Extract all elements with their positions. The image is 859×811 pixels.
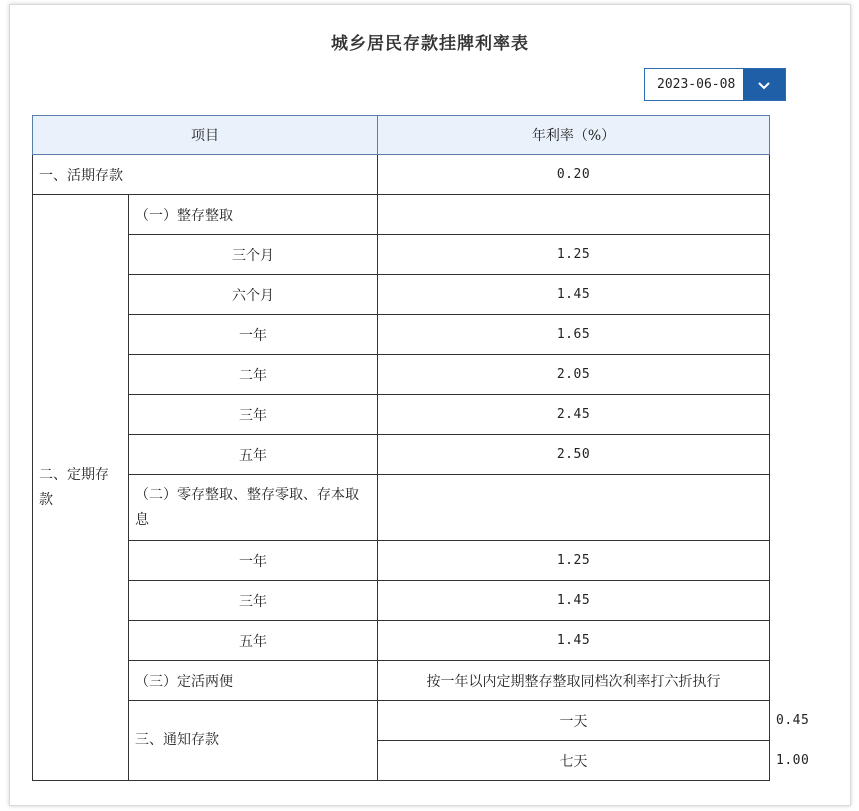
- table-row: [33, 661, 770, 701]
- installment-rate-empty: [378, 475, 770, 541]
- rate-cell: 1.25: [378, 541, 770, 581]
- rate-cell: 2.50: [378, 435, 770, 475]
- page-title: 城乡居民存款挂牌利率表: [331, 34, 529, 54]
- rate-cell: 2.05: [378, 355, 770, 395]
- rate-cell: 1.65: [378, 315, 770, 355]
- table-row: [33, 155, 770, 195]
- fixed-label: 二、定期存款: [33, 195, 129, 781]
- table-row: [33, 475, 770, 541]
- date-select[interactable]: [644, 68, 786, 101]
- table-row: [33, 541, 770, 581]
- term-cell: 七天: [378, 741, 770, 781]
- demand-rate: 0.20: [378, 155, 770, 195]
- rate-cell: 1.25: [378, 235, 770, 275]
- table-row: [33, 195, 770, 235]
- rate-cell: 1.45: [378, 581, 770, 621]
- notice-label: 三、通知存款: [129, 701, 378, 781]
- demand-label: 一、活期存款: [33, 155, 378, 195]
- table-row: [33, 701, 770, 741]
- header-item: 项目: [33, 116, 378, 155]
- term-cell: 一天: [378, 701, 770, 741]
- date-dropdown-button[interactable]: [743, 69, 785, 100]
- table-row: [33, 621, 770, 661]
- lump-sum-rate-empty: [378, 195, 770, 235]
- term-cell: 五年: [129, 621, 378, 661]
- table-row: [33, 355, 770, 395]
- flexible-rate: 按一年以内定期整存整取同档次利率打六折执行: [378, 661, 770, 701]
- table-row: [33, 275, 770, 315]
- table-row: [33, 235, 770, 275]
- table-row: [33, 581, 770, 621]
- rate-cell: 2.45: [378, 395, 770, 435]
- term-cell: 一年: [129, 315, 378, 355]
- table-row: [33, 315, 770, 355]
- term-cell: 三年: [129, 395, 378, 435]
- installment-label: （二）零存整取、整存零取、存本取息: [129, 475, 378, 541]
- lump-sum-label: （一）整存整取: [129, 195, 378, 235]
- term-cell: 五年: [129, 435, 378, 475]
- term-cell: 三年: [129, 581, 378, 621]
- term-cell: 三个月: [129, 235, 378, 275]
- date-value: 2023-06-08: [657, 77, 736, 92]
- term-cell: 二年: [129, 355, 378, 395]
- rate-cell: 1.45: [378, 621, 770, 661]
- table-row: [33, 435, 770, 475]
- chevron-down-icon: [757, 80, 771, 90]
- term-cell: 六个月: [129, 275, 378, 315]
- table-row: [33, 395, 770, 435]
- term-cell: 一年: [129, 541, 378, 581]
- flexible-label: （三）定活两便: [129, 661, 378, 701]
- rate-table: [32, 115, 770, 781]
- header-rate: 年利率（%）: [378, 116, 770, 155]
- rate-cell: 1.45: [378, 275, 770, 315]
- table-header-row: [33, 116, 770, 155]
